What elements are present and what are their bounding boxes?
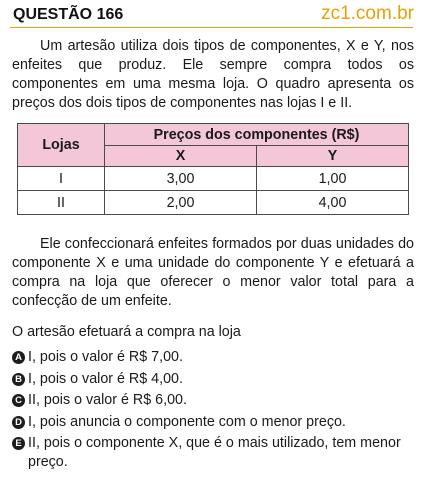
option-text: II, pois o componente X, que é o mais utilizado, tem menor preço.	[28, 435, 401, 470]
intro-paragraph: Um artesão utiliza dois tipos de componentes, X e Y, nos enfeites que produz. Ele sempre compra todos os componentes em uma mesma loja. O quadro apresenta os preços dos dois tipos de componentes nas lojas I e II.	[12, 38, 414, 111]
cell-x: 3,00	[105, 167, 257, 191]
option-text: II, pois o valor é R$ 6,00.	[28, 392, 187, 408]
header-lojas: Lojas	[18, 124, 105, 167]
table-row	[18, 167, 409, 191]
statement-paragraph: Ele confeccionará enfeites formados por duas unidades do componente X e uma unidade do componente Y e efetuará a compra na loja que oferecer o menor valor total para a confecção de um enfeite.	[12, 236, 414, 309]
table-row	[18, 191, 409, 215]
header-divider	[10, 27, 413, 28]
option-letter-badge: A	[12, 351, 25, 364]
cell-loja: II	[18, 191, 105, 215]
option-text: I, pois anuncia o componente com o menor preço.	[28, 413, 346, 430]
header-y: Y	[256, 146, 408, 167]
option-letter-badge: D	[12, 416, 25, 429]
option-text: I, pois o valor é R$ 4,00.	[28, 370, 183, 387]
site-brand: zc1.com.br	[321, 3, 414, 24]
answer-options	[12, 348, 416, 475]
cell-y: 4,00	[256, 191, 408, 215]
cell-x: 2,00	[105, 191, 257, 215]
option-a[interactable]	[12, 348, 416, 367]
table-header-row	[18, 124, 409, 146]
option-d[interactable]	[12, 413, 416, 432]
header-group-prices: Preços dos componentes (R$)	[105, 124, 409, 146]
cell-loja: I	[18, 167, 105, 191]
option-letter-badge: B	[12, 373, 25, 386]
question-title: QUESTÃO 166	[13, 6, 124, 23]
question-header	[0, 3, 423, 28]
option-b[interactable]	[12, 370, 416, 389]
option-text: I, pois o valor é R$ 7,00.	[28, 349, 183, 365]
option-e[interactable]	[12, 434, 416, 472]
header-x: X	[105, 146, 257, 167]
cell-y: 1,00	[256, 167, 408, 191]
option-letter-badge: E	[12, 437, 25, 450]
option-c[interactable]	[12, 391, 416, 410]
question-prompt: O artesão efetuará a compra na loja	[12, 324, 241, 340]
prices-table	[17, 123, 409, 215]
option-letter-badge: C	[12, 394, 25, 407]
